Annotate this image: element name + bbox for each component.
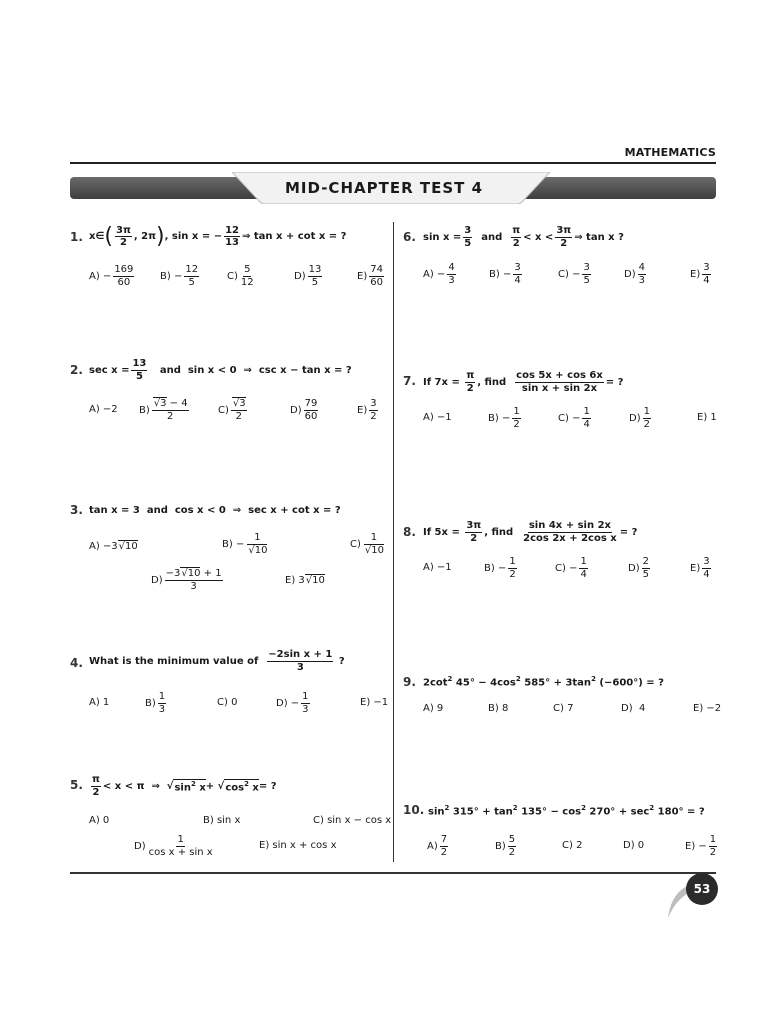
question-text: tan x = 3 and cos x < 0 ⇒ sec x + cot x = ?	[89, 505, 341, 516]
option-b[interactable]: B) − 12 5	[160, 264, 199, 288]
option-d[interactable]: D) 13 5	[294, 264, 322, 288]
question-number: 2.	[70, 363, 83, 377]
option-e[interactable]: E) −2	[693, 703, 722, 714]
option-c[interactable]: C) − 1 4	[555, 556, 587, 580]
option-e[interactable]: E) −1	[360, 697, 389, 708]
question-text: x∈ ( 3π 2 , 2π ) , sin x = − 12 13 ⇒ tan x + cot x = ?	[89, 224, 347, 249]
option-e[interactable]: E) 1	[697, 412, 717, 423]
option-b[interactable]: B) − 1 √10	[222, 532, 268, 556]
option-a[interactable]: A) 9	[423, 703, 444, 714]
column-divider	[393, 222, 394, 862]
option-a[interactable]: A) − 4 3	[423, 262, 455, 286]
subject-label: MATHEMATICS	[624, 146, 716, 159]
question-text: sin x = 3 5 and π 2 < x < 3π 2 ⇒ tan x ?	[423, 225, 624, 249]
option-c[interactable]: C) − 1 4	[558, 406, 590, 430]
option-a[interactable]: A) −2	[89, 404, 118, 415]
header-rule	[70, 162, 716, 164]
option-e[interactable]: E) 3 4	[690, 556, 710, 580]
question-text: If 7x = $\frac{\pi}{2}$ , find cos 5x + cos 6x sin x + sin 2x = ?	[423, 370, 624, 394]
question-text: $\sin^2 315^\circ + \tan^2 135^\circ - \cos^2 270^\circ + \sec^2 180^\circ$ = ?	[428, 804, 705, 818]
question-number: 1.	[70, 230, 83, 244]
option-a[interactable]: A) 1	[89, 697, 110, 708]
question-number: 4.	[70, 656, 83, 670]
option-c[interactable]: C) 2	[562, 840, 583, 851]
question-number: 7.	[403, 374, 416, 388]
question-text: $2\cot^2$ $45^\circ - 4\cos^2$ $585^\circ + 3\tan^2$ (−600°) = ?	[423, 675, 664, 689]
option-e[interactable]: E) sin x + cos x	[259, 840, 337, 851]
option-c[interactable]: C) − 3 5	[558, 262, 590, 286]
question-number: 5.	[70, 778, 83, 792]
option-a[interactable]: A) 0	[89, 815, 110, 826]
option-c[interactable]: C) 1 √10	[350, 532, 384, 556]
option-a[interactable]: A) 7 2	[427, 834, 448, 858]
option-d[interactable]: D) 4 3	[624, 262, 645, 286]
option-b[interactable]: B) 1 3	[145, 691, 166, 715]
question-number: 8.	[403, 525, 416, 539]
question-text: If 5x = $\frac{3\pi}{2}$ , find sin 4x + sin 2x 2cos 2x + 2cos x = ?	[423, 520, 638, 544]
option-b[interactable]: B) − 1 2	[488, 406, 520, 430]
question-text: What is the minimum value of −2sin x + 1 3 ?	[89, 649, 345, 673]
question-number: 10.	[403, 803, 425, 817]
option-a[interactable]: A) −1	[423, 562, 452, 573]
option-a[interactable]: A) − 169 60	[89, 264, 134, 288]
option-e[interactable]: E) − 1 2	[685, 834, 717, 858]
option-c[interactable]: C) sin x − cos x	[313, 815, 392, 826]
option-d[interactable]: D) 2 5	[628, 556, 649, 580]
option-b[interactable]: B) − 3 4	[489, 262, 521, 286]
question-8-prefix: If 5x =	[423, 526, 460, 538]
option-b[interactable]: B) 8	[488, 703, 509, 714]
option-c[interactable]: C) √3 2	[218, 398, 246, 422]
option-a[interactable]: A) −1	[423, 412, 452, 423]
question-number: 9.	[403, 675, 416, 689]
test-title: MID-CHAPTER TEST 4	[284, 179, 484, 197]
option-d[interactable]: D) −3√10 + 1 3	[151, 568, 222, 592]
question-number: 3.	[70, 503, 83, 517]
option-b[interactable]: B) sin x	[203, 815, 241, 826]
option-d[interactable]: D) 79 60	[290, 398, 318, 422]
page-number: 53	[686, 873, 718, 905]
option-e[interactable]: E) 3 4	[690, 262, 710, 286]
option-b[interactable]: B) √3 − 4 2	[139, 398, 188, 422]
option-d[interactable]: D) − 1 3	[276, 691, 309, 715]
option-b[interactable]: B) 5 2	[495, 834, 516, 858]
option-d[interactable]: D) 1 cos x + sin x	[134, 834, 213, 858]
question-number: 6.	[403, 230, 416, 244]
option-a[interactable]: A) −3 √10	[89, 540, 138, 552]
option-e[interactable]: E) 3 2	[357, 398, 377, 422]
option-d[interactable]: D) 1 2	[629, 406, 650, 430]
option-c[interactable]: C) 5 12	[227, 264, 254, 288]
option-b[interactable]: B) − 1 2	[484, 556, 516, 580]
option-c[interactable]: C) 7	[553, 703, 574, 714]
footer-rule	[70, 872, 716, 874]
option-e[interactable]: E) 74 60	[357, 264, 383, 288]
question-4-text: What is the minimum value of	[89, 655, 259, 667]
question-text: sec x = 13 5 and sin x < 0 ⇒ csc x − tan x = ?	[89, 358, 352, 382]
question-text: π 2 < x < π ⇒ √ $\sin^2 x$ + √ $\cos^2 x$ = ?	[92, 774, 277, 798]
option-d[interactable]: D) 4	[621, 703, 646, 714]
option-e[interactable]: E) 3 √10	[285, 574, 325, 586]
option-c[interactable]: C) 0	[217, 697, 238, 708]
option-d[interactable]: D) 0	[623, 840, 645, 851]
question-7-prefix: If 7x =	[423, 376, 460, 388]
